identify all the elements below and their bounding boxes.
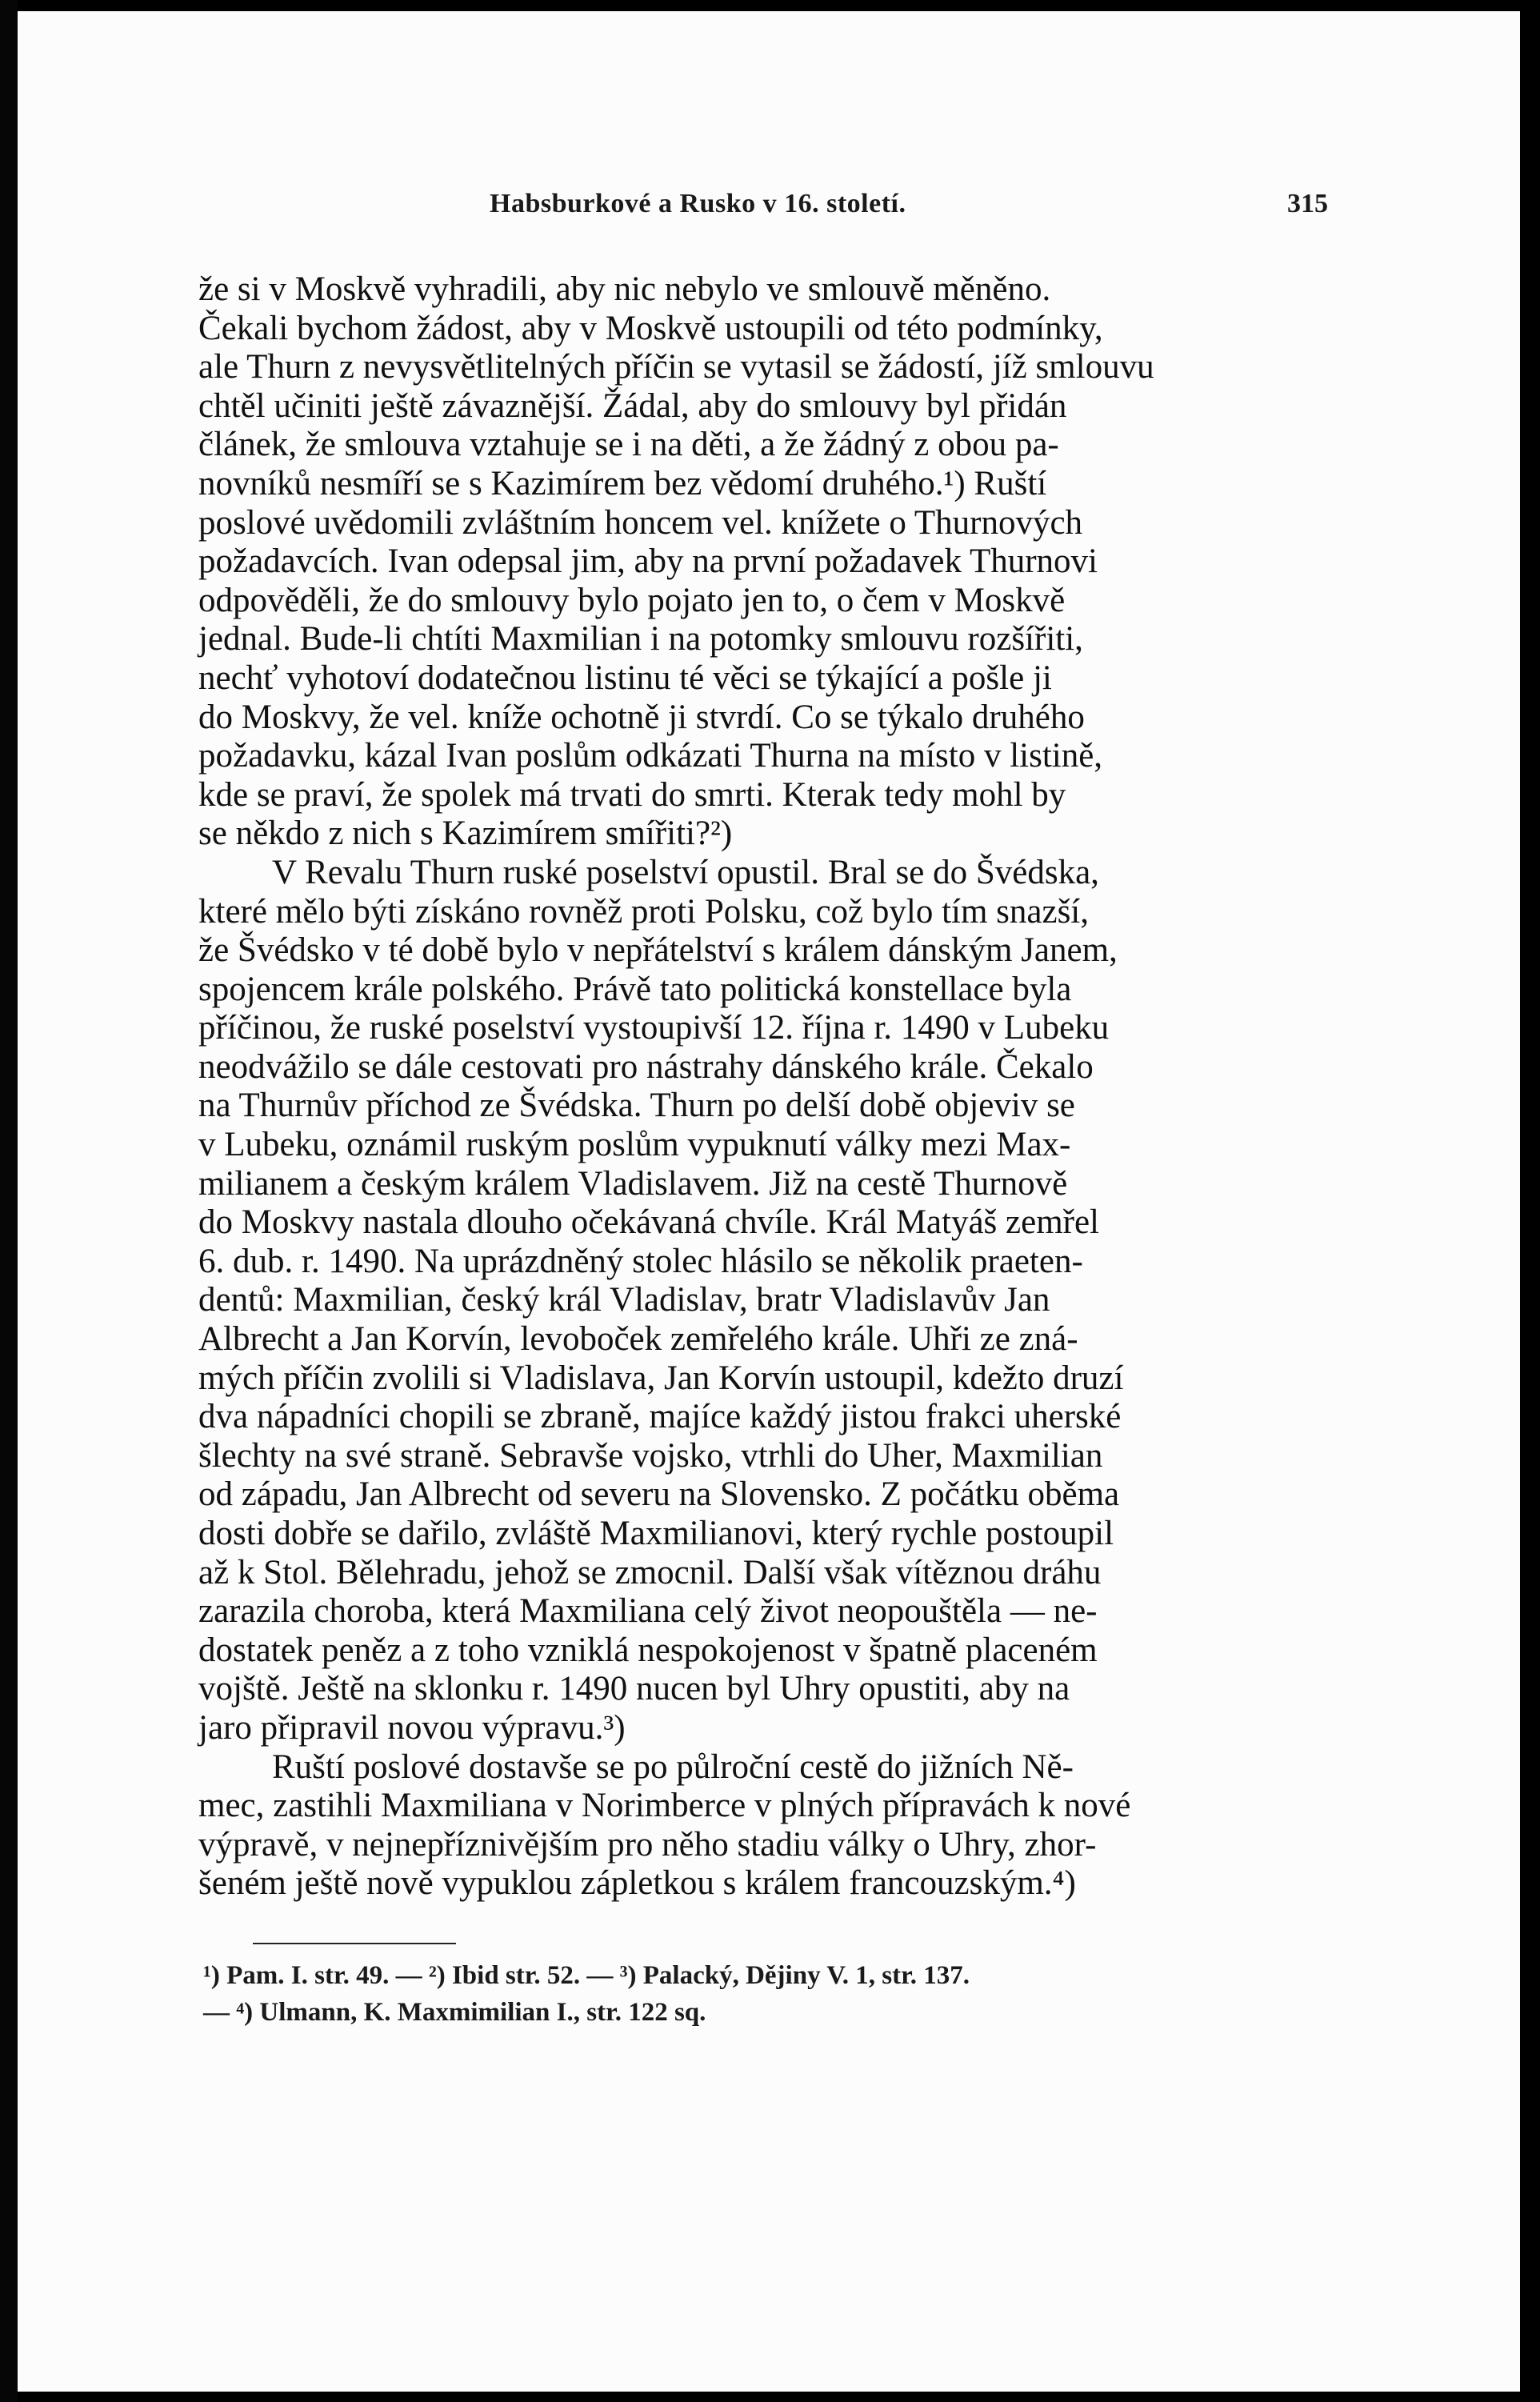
paragraph: V Revalu Thurn ruské poselství opustil. Bral se do Švédska, které mělo býti získáno rovněž proti Polsku, což bylo tím snazší, že Švédsko v té době bylo v nepřátelství s králem dánským Janem, spojencem krále polského. Právě tato politická konstellace byla příčinou, že ruské poselství vystoupivší 12. října r. 1490 v Lubeku neodvážilo se dále cestovati pro nástrahy dánského krále. Čekalo na Thurnův příchod ze Švédska. Thurn po delší době objeviv se v Lubeku, oznámil ruským poslům vypuknutí války mezi Max- milianem a českým králem Vladislavem. Již na cestě Thurnově do Moskvy nastala dlouho očekávaná chvíle. Král Matyáš zemřel 6. dub. r. 1490. Na uprázdněný stolec hlásilo se několik praeten- dentů: Maxmilian, český král Vladislav, bratr Vladislavův Jan Albrecht a Jan Korvín, levoboček zemřelého krále. Uhři ze zná- mých příčin zvolili si Vladislava, Jan Korvín ustoupil, kdežto druzí dva nápadníci chopili se zbraně, majíce každý jistou frakci uherské šlechty na své straně. Sebravše vojsko, vtrhli do Uher, Maxmilian od západu, Jan Albrecht od severu na Slovensko. Z počátku oběma dosti dobře se dařilo, zvláště Maxmilianovi, který rychle postoupil až k Stol. Bělehradu, jehož se zmocnil. Další však vítěznou dráhu zarazila choroba, která Maxmiliana celý život neopouštěla — ne- dostatek peněz a z toho vzniklá nespokojenost v špatně placeném vojště. Ještě na sklonku r. 1490 nucen byl Uhry opustiti, aby na jaro připravil novou výpravu.³) <box>198 853 1124 1747</box>
page-header <box>490 189 1328 237</box>
paragraph: Ruští poslové dostavše se po půlroční cestě do jižních Ně- mec, zastihli Maxmiliana v Norimberce v plných přípravách k nové výpravě, v nejnepříznivějším pro něho stadiu války o Uhry, zhor- šeném ještě nově vypuklou zápletkou s králem francouzským.⁴) <box>198 1747 1131 1903</box>
footnote-line: — ⁴) Ulmann, K. Maxmimilian I., str. 122 sq. <box>203 1998 706 2027</box>
footnote-line: ¹) Pam. I. str. 49. — ²) Ibid str. 52. — ³) Palacký, Dějiny V. 1, str. 137. <box>203 1961 970 1990</box>
body-text <box>198 270 1328 1904</box>
footnote-separator <box>253 1943 456 1944</box>
running-title: Habsburkové a Rusko v 16. století. <box>490 189 906 218</box>
scan-border <box>0 0 18 2402</box>
paragraph: že si v Moskvě vyhradili, aby nic nebylo ve smlouvě měněno. Čekali bychom žádost, aby v Moskvě ustoupili od této podmínky, ale Thurn z nevysvětlitelných příčin se vytasil se žádostí, jíž smlouvu chtěl učiniti ještě závaznější. Žádal, aby do smlouvy byl přidán článek, že smlouva vztahuje se i na děti, a že žádný z obou pa- novníků nesmíří se s Kazimírem bez vědomí druhého.¹) Ruští poslové uvědomili zvláštním honcem vel. knížete o Thurnových požadavcích. Ivan odepsal jim, aby na první požadavek Thurnovi odpověděli, že do smlouvy bylo pojato jen to, o čem v Moskvě jednal. Bude-li chtíti Maxmilian i na potomky smlouvu rozšířiti, nechť vyhotoví dodatečnou listinu té věci se týkající a pošle ji do Moskvy, že vel. kníže ochotně ji stvrdí. Co se týkalo druhého požadavku, kázal Ivan poslům odkázati Thurna na místo v listině, kde se praví, že spolek má trvati do smrti. Kterak tedy mohl by se někdo z nich s Kazimírem smířiti?²) <box>198 270 1154 853</box>
page-number: 315 <box>1287 189 1328 218</box>
footnotes <box>203 1957 1328 2031</box>
